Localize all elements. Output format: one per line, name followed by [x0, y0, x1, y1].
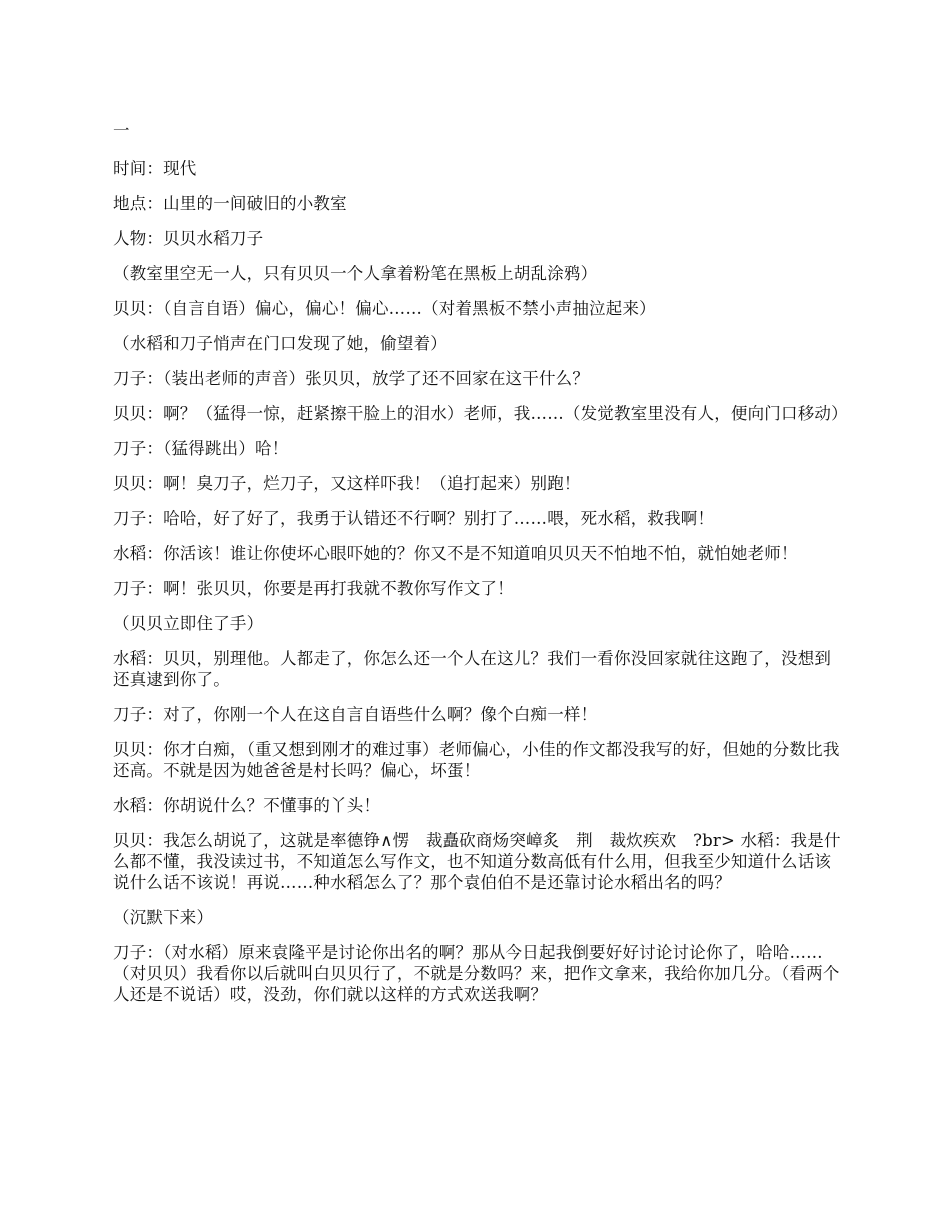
dialogue-line: 刀子：（装出老师的声音）张贝贝，放学了还不回家在这干什么？: [113, 369, 590, 388]
stage-direction: （教室里空无一人，只有贝贝一个人拿着粉笔在黑板上胡乱涂鸦）: [113, 264, 598, 283]
dialogue-line: 刀子：（对水稻）原来袁隆平是讨论你出名的啊？那从今日起我倒要好好讨论讨论你了，哈哈……（对贝贝）我看你以后就叫白贝贝行了，不就是分数吗？来，把作文拿来，我给你加几分。（看两个人还是不说话）哎，没劲，你们就以这样的方式欢送我啊？: [113, 943, 840, 1004]
dialogue-line: 水稻：贝贝，别理他。人都走了，你怎么还一个人在这儿？我们一看你没回家就往这跑了，没想到还真逮到你了。: [113, 649, 832, 689]
characters-line: 人物：贝贝水稻刀子: [113, 229, 264, 248]
stage-direction: （贝贝立即住了手）: [113, 614, 264, 633]
dialogue-line: 刀子：啊！张贝贝，你要是再打我就不教你写作文了！: [113, 579, 514, 598]
stage-direction: （水稻和刀子悄声在门口发现了她，偷望着）: [113, 334, 447, 353]
dialogue-line: 贝贝：啊？（猛得一惊，赶紧擦干脸上的泪水）老师，我……（发觉教室里没有人，便向门口移动）: [113, 404, 848, 423]
dialogue-line: 贝贝：你才白痴，（重又想到刚才的难过事）老师偏心，小佳的作文都没我写的好，但她的分数比我还高。不就是因为她爸爸是村长吗？偏心，坏蛋！: [113, 740, 840, 780]
section-number: 一: [113, 121, 130, 140]
time-line: 时间：现代: [113, 159, 197, 178]
place-line: 地点：山里的一间破旧的小教室: [113, 194, 347, 213]
dialogue-line: 贝贝：（自言自语）偏心，偏心！偏心……（对着黑板不禁小声抽泣起来）: [113, 299, 656, 318]
dialogue-line: 贝贝：啊！臭刀子，烂刀子，又这样吓我！（追打起来）别跑！: [113, 474, 581, 493]
dialogue-line: 水稻：你胡说什么？不懂事的丫头！: [113, 796, 381, 815]
dialogue-line: 水稻：你活该！谁让你使坏心眼吓她的？你又不是不知道咱贝贝天不怕地不怕，就怕她老师！: [113, 544, 798, 563]
dialogue-line: 刀子：（猛得跳出）哈！: [113, 439, 289, 458]
dialogue-line: 刀子：对了，你刚一个人在这自言自语些什么啊？像个白痴一样！: [113, 705, 598, 724]
stage-direction: （沉默下来）: [113, 908, 214, 927]
dialogue-line: 刀子：哈哈，好了好了，我勇于认错还不行啊？别打了……喂，死水稻，救我啊！: [113, 509, 715, 528]
script-text: [113, 120, 848, 1019]
dialogue-line: 贝贝：我怎么胡说了，这就是率德铮∧愣 裁矗砍商炀突嶂炙 荆 裁炊疾欢 ?br> 水稻：我是什么都不懂，我没读过书，不知道怎么写作文，也不知道分数高低有什么用，但我至少知道什么话该说什么话不该说！再说……种水稻怎么了？那个袁伯伯不是还靠讨论水稻出名的吗？: [113, 831, 841, 892]
